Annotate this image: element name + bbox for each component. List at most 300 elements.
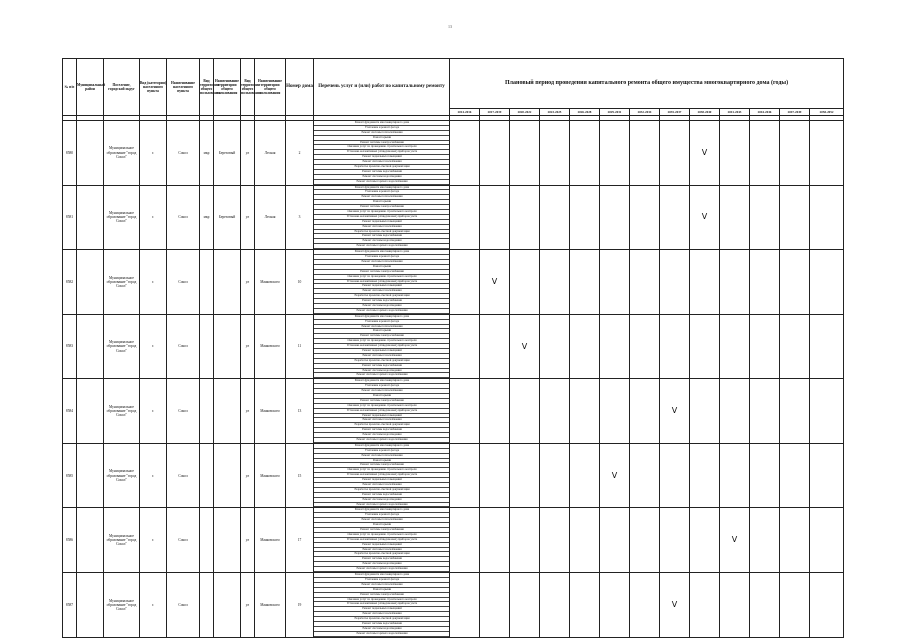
- period-cell: [480, 185, 510, 250]
- check-mark: V: [731, 535, 738, 545]
- work-item: Ремонт системы водоснабжения: [314, 170, 449, 175]
- period-cell: [510, 121, 540, 186]
- period-cell: [810, 314, 844, 379]
- cell-num: 8586: [63, 508, 77, 573]
- cell-num: 8581: [63, 185, 77, 250]
- work-item: Ремонт системы теплоснабжения: [314, 131, 449, 136]
- period-cell: [510, 185, 540, 250]
- work-item: Ремонт фундамента многоквартирного дома: [314, 121, 449, 126]
- capital-repair-table: [62, 58, 844, 638]
- work-item: Разработка проектно-сметной документации: [314, 230, 449, 235]
- cell-district: [77, 508, 104, 573]
- period-cell: [720, 379, 750, 444]
- cell-territory-type: [200, 314, 214, 379]
- period-cell: [600, 379, 630, 444]
- period-cell: [690, 379, 720, 444]
- period-cell: [750, 185, 780, 250]
- cell-street-name: Лесная: [255, 121, 286, 186]
- period-cell: [600, 314, 630, 379]
- cell-settlement: Муниципальное образование "город Сокол": [104, 121, 140, 186]
- period-cell: [750, 379, 780, 444]
- work-item: Установка коллективных (общедомовых) приборов учета: [314, 538, 449, 543]
- table-row: [63, 250, 844, 315]
- period-cell: [780, 443, 810, 508]
- work-item: Ремонт подвальных помещений: [314, 607, 449, 612]
- work-item: Ремонт крыши: [314, 459, 449, 464]
- header-territory-name: Наименование территории общего пользования: [214, 59, 241, 116]
- work-item: Ремонт системы теплоснабжения: [314, 518, 449, 523]
- work-item: Оказание услуг по проведению строительного контроля: [314, 598, 449, 603]
- work-item: Установка коллективных (общедомовых) приборов учета: [314, 150, 449, 155]
- cell-house: 10: [286, 250, 314, 315]
- period-cell: [690, 508, 720, 573]
- period-cell: [630, 573, 660, 638]
- cell-street-type: ул: [241, 508, 255, 573]
- work-item: Разработка проектно-сметной документации: [314, 552, 449, 557]
- period-cell: [780, 379, 810, 444]
- cell-locality-type: г.: [140, 379, 167, 444]
- cell-settlement: Муниципальное образование "город Сокол": [104, 250, 140, 315]
- cell-locality-name: Сокол: [167, 314, 200, 379]
- period-cell: [600, 508, 630, 573]
- period-cell: [480, 250, 510, 315]
- cell-street-name: Маяковского: [255, 573, 286, 638]
- period-cell: [690, 573, 720, 638]
- period-cell: [810, 573, 844, 638]
- period-cell: [630, 121, 660, 186]
- header-locality-name: Наименование населенного пункта: [167, 59, 200, 116]
- period-cell: [690, 314, 720, 379]
- check-mark: V: [671, 599, 678, 609]
- table-row: [63, 573, 844, 638]
- work-item: Установка коллективных (общедомовых) приборов учета: [314, 215, 449, 220]
- cell-settlement: Муниципальное образование "город Сокол": [104, 185, 140, 250]
- period-cell: [720, 185, 750, 250]
- period-cell: [690, 250, 720, 315]
- work-item: Разработка проектно-сметной документации: [314, 617, 449, 622]
- work-item: Ремонт системы водоотведения: [314, 304, 449, 309]
- cell-street-type: ул: [241, 443, 255, 508]
- period-cell: [660, 508, 690, 573]
- work-item: Утепление и ремонт фасада: [314, 126, 449, 131]
- cell-house: 19: [286, 573, 314, 638]
- work-item: Ремонт системы водоотведения: [314, 239, 449, 244]
- cell-territory-type: [200, 508, 214, 573]
- cell-street-name: Маяковского: [255, 508, 286, 573]
- period-header: 2035-2037: [660, 109, 690, 116]
- table-row: [63, 314, 844, 379]
- work-item: Оказание услуг по проведению строительного контроля: [314, 275, 449, 280]
- cell-street-name: Маяковского: [255, 443, 286, 508]
- work-item: Утепление и ремонт фасада: [314, 320, 449, 325]
- cell-house: 17: [286, 508, 314, 573]
- cell-district: [77, 314, 104, 379]
- cell-district: [77, 250, 104, 315]
- cell-house: 2: [286, 121, 314, 186]
- work-item: Ремонт системы горячего водоснабжения: [314, 244, 449, 249]
- period-header: 2050-2052: [810, 109, 844, 116]
- period-cell: [780, 508, 810, 573]
- cell-territory-name: Березовый: [214, 121, 241, 186]
- cell-works: [314, 508, 450, 573]
- cell-works: [314, 379, 450, 444]
- cell-street-name: Маяковского: [255, 379, 286, 444]
- work-item: Ремонт системы теплоснабжения: [314, 454, 449, 459]
- cell-territory-type: [200, 379, 214, 444]
- cell-locality-type: г.: [140, 508, 167, 573]
- work-item: Ремонт системы теплоснабжения: [314, 325, 449, 330]
- period-cell: [540, 443, 570, 508]
- cell-territory-type: [200, 250, 214, 315]
- period-cell: [660, 250, 690, 315]
- period-cell: [450, 121, 480, 186]
- period-cell: [480, 379, 510, 444]
- work-item: Разработка проектно-сметной документации: [314, 359, 449, 364]
- period-cell: [570, 508, 600, 573]
- cell-territory-name: [214, 250, 241, 315]
- work-item: Разработка проектно-сметной документации: [314, 294, 449, 299]
- cell-territory-name: [214, 443, 241, 508]
- work-item: Ремонт системы водоснабжения: [314, 493, 449, 498]
- cell-territory-type: [200, 443, 214, 508]
- work-item: Оказание услуг по проведению строительного контроля: [314, 145, 449, 150]
- work-item: Утепление и ремонт фасада: [314, 255, 449, 260]
- cell-locality-name: Сокол: [167, 121, 200, 186]
- period-cell: [750, 250, 780, 315]
- work-item: Ремонт фундамента многоквартирного дома: [314, 315, 449, 320]
- cell-num: 8587: [63, 573, 77, 638]
- work-item: Ремонт подвальных помещений: [314, 478, 449, 483]
- period-cell: [540, 508, 570, 573]
- work-item: Ремонт системы теплоснабжения: [314, 195, 449, 200]
- work-item: Оказание услуг по проведению строительного контроля: [314, 404, 449, 409]
- cell-street-type: ул: [241, 121, 255, 186]
- period-header: 2044-2046: [750, 109, 780, 116]
- period-header: 2014-2016: [450, 109, 480, 116]
- cell-locality-name: Сокол: [167, 443, 200, 508]
- period-cell: [510, 443, 540, 508]
- period-cell: [480, 314, 510, 379]
- period-header: 2026-2028: [570, 109, 600, 116]
- period-cell: [540, 314, 570, 379]
- period-header: 2032-2034: [630, 109, 660, 116]
- work-item: Ремонт системы горячего водоснабжения: [314, 567, 449, 572]
- work-item: Утепление и ремонт фасада: [314, 578, 449, 583]
- cell-territory-type: мкр: [200, 185, 214, 250]
- period-cell: [660, 379, 690, 444]
- work-item: Ремонт системы теплоснабжения: [314, 260, 449, 265]
- period-cell: [570, 573, 600, 638]
- period-cell: [720, 443, 750, 508]
- period-cell: [660, 443, 690, 508]
- table-row: [63, 443, 844, 508]
- period-cell: [750, 121, 780, 186]
- check-mark: V: [521, 341, 528, 351]
- cell-locality-name: Сокол: [167, 379, 200, 444]
- period-cell: [720, 314, 750, 379]
- work-item: Ремонт системы водоотведения: [314, 627, 449, 632]
- period-cell: [450, 443, 480, 508]
- cell-settlement: Муниципальное образование "город Сокол": [104, 379, 140, 444]
- cell-locality-name: Сокол: [167, 185, 200, 250]
- check-mark: V: [491, 276, 498, 286]
- period-cell: [750, 314, 780, 379]
- period-cell: [570, 121, 600, 186]
- period-header: 2020-2022: [510, 109, 540, 116]
- cell-house: 15: [286, 443, 314, 508]
- period-cell: [600, 185, 630, 250]
- period-cell: [780, 314, 810, 379]
- period-cell: [570, 314, 600, 379]
- cell-locality-name: Сокол: [167, 508, 200, 573]
- period-cell: [630, 508, 660, 573]
- cell-num: 8585: [63, 443, 77, 508]
- cell-works: [314, 121, 450, 186]
- cell-works: [314, 250, 450, 315]
- table-row: [63, 185, 844, 250]
- period-cell: [660, 185, 690, 250]
- cell-territory-type: [200, 573, 214, 638]
- period-cell: [540, 250, 570, 315]
- work-item: Ремонт системы водоснабжения: [314, 234, 449, 239]
- work-item: Ремонт подвальных помещений: [314, 349, 449, 354]
- cell-district: [77, 573, 104, 638]
- period-cell: [780, 121, 810, 186]
- period-cell: [810, 443, 844, 508]
- header-district: Муниципальный район: [77, 59, 104, 116]
- period-cell: [630, 314, 660, 379]
- work-item: Ремонт системы водоснабжения: [314, 428, 449, 433]
- period-cell: [570, 379, 600, 444]
- work-item: Ремонт подвальных помещений: [314, 414, 449, 419]
- cell-territory-type: мкр: [200, 121, 214, 186]
- check-mark: V: [701, 147, 708, 157]
- period-cell: [510, 508, 540, 573]
- work-item: Ремонт системы электроснабжения: [314, 141, 449, 146]
- work-item: Оказание услуг по проведению строительного контроля: [314, 468, 449, 473]
- period-cell: [750, 443, 780, 508]
- period-cell: [810, 250, 844, 315]
- period-header: 2023-2025: [540, 109, 570, 116]
- work-item: Ремонт подвальных помещений: [314, 220, 449, 225]
- work-item: Ремонт системы теплоснабжения: [314, 583, 449, 588]
- work-item: Ремонт системы водоснабжения: [314, 299, 449, 304]
- cell-num: 8582: [63, 250, 77, 315]
- header-house: Номер дома: [286, 59, 314, 116]
- period-cell: [660, 121, 690, 186]
- work-item: Разработка проектно-сметной документации: [314, 488, 449, 493]
- cell-locality-type: г.: [140, 573, 167, 638]
- period-cell: [450, 573, 480, 638]
- cell-works: [314, 185, 450, 250]
- header-works: Перечень услуг и (или) работ по капитальному ремонту: [314, 59, 450, 116]
- work-item: Ремонт системы электроснабжения: [314, 463, 449, 468]
- cell-locality-type: г.: [140, 185, 167, 250]
- period-cell: [720, 508, 750, 573]
- cell-street-name: Маяковского: [255, 314, 286, 379]
- cell-street-name: Маяковского: [255, 250, 286, 315]
- work-item: Ремонт системы электроснабжения: [314, 593, 449, 598]
- period-cell: [450, 250, 480, 315]
- period-cell: [480, 573, 510, 638]
- work-item: Ремонт системы газоснабжения: [314, 548, 449, 553]
- work-item: Установка коллективных (общедомовых) приборов учета: [314, 602, 449, 607]
- period-cell: [810, 379, 844, 444]
- cell-street-name: Лесная: [255, 185, 286, 250]
- work-item: Ремонт системы газоснабжения: [314, 160, 449, 165]
- period-cell: [630, 185, 660, 250]
- work-item: Ремонт системы водоснабжения: [314, 364, 449, 369]
- work-item: Ремонт системы водоотведения: [314, 562, 449, 567]
- work-item: Установка коллективных (общедомовых) приборов учета: [314, 409, 449, 414]
- cell-house: 13: [286, 379, 314, 444]
- work-item: Ремонт фундамента многоквартирного дома: [314, 573, 449, 578]
- cell-house: 11: [286, 314, 314, 379]
- work-item: Утепление и ремонт фасада: [314, 384, 449, 389]
- work-item: Ремонт системы водоотведения: [314, 369, 449, 374]
- work-item: Утепление и ремонт фасада: [314, 190, 449, 195]
- work-item: Ремонт системы водоснабжения: [314, 622, 449, 627]
- period-header: 2038-2040: [690, 109, 720, 116]
- work-item: Ремонт крыши: [314, 265, 449, 270]
- check-mark: V: [701, 212, 708, 222]
- work-item: Ремонт системы электроснабжения: [314, 270, 449, 275]
- cell-street-type: ул: [241, 573, 255, 638]
- cell-works: [314, 314, 450, 379]
- period-cell: [630, 379, 660, 444]
- work-item: Ремонт фундамента многоквартирного дома: [314, 444, 449, 449]
- cell-works: [314, 573, 450, 638]
- period-cell: [540, 185, 570, 250]
- work-item: Ремонт системы горячего водоснабжения: [314, 373, 449, 378]
- work-item: Ремонт системы газоснабжения: [314, 612, 449, 617]
- period-cell: [780, 185, 810, 250]
- table-row: [63, 121, 844, 186]
- work-item: Установка коллективных (общедомовых) приборов учета: [314, 344, 449, 349]
- cell-settlement: Муниципальное образование "город Сокол": [104, 314, 140, 379]
- cell-locality-type: г.: [140, 121, 167, 186]
- period-header: 2041-2043: [720, 109, 750, 116]
- period-cell: [450, 508, 480, 573]
- work-item: Ремонт системы горячего водоснабжения: [314, 438, 449, 443]
- period-cell: [570, 185, 600, 250]
- work-item: Ремонт системы электроснабжения: [314, 205, 449, 210]
- cell-house: 3: [286, 185, 314, 250]
- work-item: Ремонт системы электроснабжения: [314, 528, 449, 533]
- table-row: [63, 508, 844, 573]
- work-item: Ремонт фундамента многоквартирного дома: [314, 186, 449, 191]
- work-item: Ремонт крыши: [314, 329, 449, 334]
- period-cell: [660, 573, 690, 638]
- work-item: Ремонт системы горячего водоснабжения: [314, 309, 449, 314]
- work-item: Ремонт подвальных помещений: [314, 284, 449, 289]
- work-item: Ремонт системы горячего водоснабжения: [314, 632, 449, 637]
- header-locality-type: Вид (категория) населенного пункта: [140, 59, 167, 116]
- work-item: Ремонт системы горячего водоснабжения: [314, 503, 449, 508]
- period-cell: [480, 443, 510, 508]
- period-cell: [810, 121, 844, 186]
- cell-num: 8580: [63, 121, 77, 186]
- period-cell: [540, 379, 570, 444]
- work-item: Ремонт системы газоснабжения: [314, 418, 449, 423]
- cell-locality-type: г.: [140, 314, 167, 379]
- cell-street-type: ул: [241, 250, 255, 315]
- period-cell: [660, 314, 690, 379]
- work-item: Ремонт фундамента многоквартирного дома: [314, 250, 449, 255]
- period-cell: [510, 250, 540, 315]
- work-item: Ремонт подвальных помещений: [314, 155, 449, 160]
- period-cell: [750, 573, 780, 638]
- check-mark: V: [611, 470, 618, 480]
- work-item: Оказание услуг по проведению строительного контроля: [314, 210, 449, 215]
- work-item: Ремонт крыши: [314, 136, 449, 141]
- work-item: Ремонт крыши: [314, 200, 449, 205]
- cell-locality-name: Сокол: [167, 573, 200, 638]
- period-cell: [600, 250, 630, 315]
- period-cell: [720, 121, 750, 186]
- header-street-type: Вид территории общего пользования: [241, 59, 255, 116]
- work-item: Разработка проектно-сметной документации: [314, 423, 449, 428]
- work-item: Ремонт системы горячего водоснабжения: [314, 180, 449, 185]
- period-cell: [600, 121, 630, 186]
- period-cell: [810, 185, 844, 250]
- cell-settlement: Муниципальное образование "город Сокол": [104, 443, 140, 508]
- work-item: Ремонт системы электроснабжения: [314, 399, 449, 404]
- period-cell: [720, 573, 750, 638]
- work-item: Ремонт подвальных помещений: [314, 543, 449, 548]
- period-cell: [540, 573, 570, 638]
- cell-district: [77, 379, 104, 444]
- work-item: Ремонт системы водоотведения: [314, 433, 449, 438]
- period-cell: [570, 250, 600, 315]
- work-item: Ремонт системы газоснабжения: [314, 483, 449, 488]
- period-header: 2029-2031: [600, 109, 630, 116]
- work-item: Ремонт крыши: [314, 588, 449, 593]
- period-cell: [780, 573, 810, 638]
- cell-street-type: ул: [241, 185, 255, 250]
- work-item: Ремонт крыши: [314, 394, 449, 399]
- check-mark: V: [671, 406, 678, 416]
- period-header: 2017-2019: [480, 109, 510, 116]
- cell-territory-name: Березовый: [214, 185, 241, 250]
- period-cell: [690, 121, 720, 186]
- period-cell: [540, 121, 570, 186]
- period-cell: [690, 185, 720, 250]
- work-item: Ремонт системы электроснабжения: [314, 334, 449, 339]
- cell-num: 8584: [63, 379, 77, 444]
- work-item: Ремонт крыши: [314, 523, 449, 528]
- cell-district: [77, 443, 104, 508]
- period-cell: [720, 250, 750, 315]
- period-cell: [480, 121, 510, 186]
- work-item: Установка коллективных (общедомовых) приборов учета: [314, 473, 449, 478]
- period-cell: [510, 314, 540, 379]
- table-row: [63, 379, 844, 444]
- period-cell: [630, 443, 660, 508]
- work-item: Разработка проектно-сметной документации: [314, 165, 449, 170]
- period-cell: [690, 443, 720, 508]
- cell-district: [77, 121, 104, 186]
- work-item: Ремонт системы водоснабжения: [314, 557, 449, 562]
- work-item: Ремонт системы газоснабжения: [314, 289, 449, 294]
- period-cell: [780, 250, 810, 315]
- cell-district: [77, 185, 104, 250]
- period-cell: [510, 573, 540, 638]
- cell-num: 8583: [63, 314, 77, 379]
- work-item: Оказание услуг по проведению строительного контроля: [314, 533, 449, 538]
- cell-street-type: ул: [241, 314, 255, 379]
- header-street-name: Наименование территории общего пользования: [255, 59, 286, 116]
